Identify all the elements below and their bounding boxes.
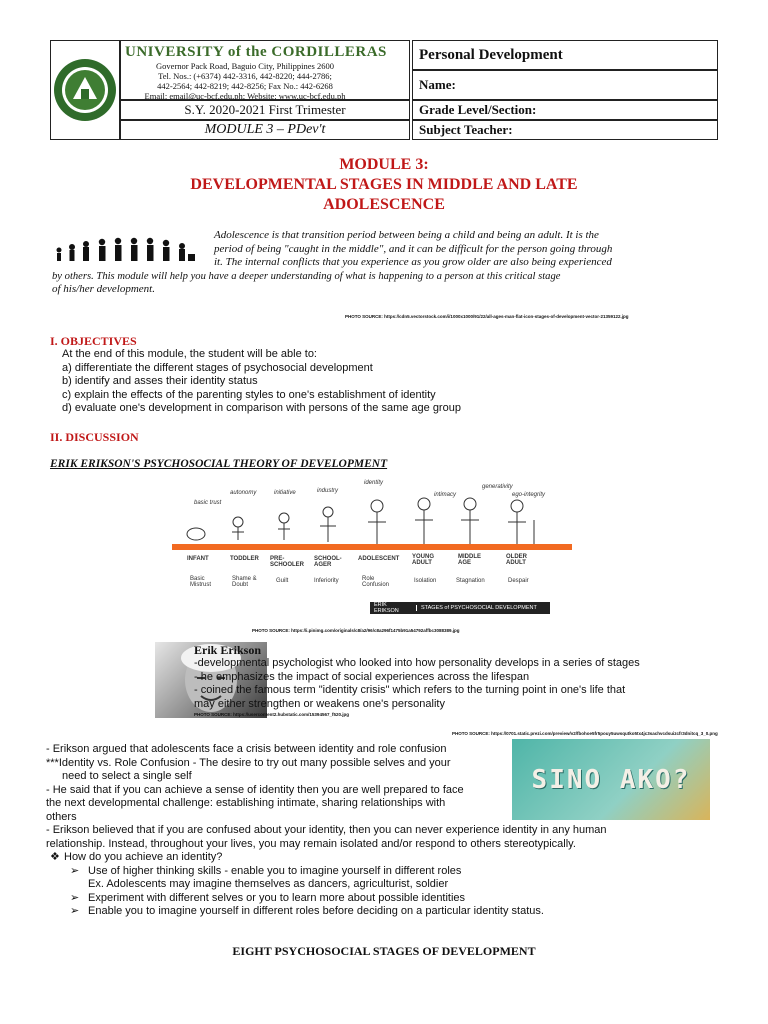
university-address: Governor Pack Road, Baguio City, Philippines 2600 bbox=[156, 61, 334, 71]
body-line: relationship. Instead, throughout your lives, you may remain isolated and/or respond to others stereotypically. bbox=[46, 837, 576, 850]
sino-ako-text: SINO AKO? bbox=[531, 764, 691, 795]
objective-item: d) evaluate one's development in comparison with persons of the same age group bbox=[62, 402, 461, 414]
crisis-label: Inferiority bbox=[314, 578, 339, 584]
virtue-label: generativity bbox=[482, 484, 513, 490]
intro-line-2: period of being "caught in the middle", and it can be difficult for the person going through bbox=[214, 242, 613, 255]
title-line-2: DEVELOPMENTAL STAGES IN MIDDLE AND LATE bbox=[190, 176, 578, 193]
erikson-line: - coined the famous term "identity crisis" which refers to the turning point in one's life that bbox=[194, 684, 626, 696]
virtue-label: industry bbox=[317, 488, 339, 494]
university-seal-icon bbox=[51, 41, 119, 139]
university-name: UNIVERSITY of the CORDILLERAS bbox=[125, 44, 387, 60]
erikson-theory-heading: ERIK ERIKSON'S PSYCHOSOCIAL THEORY OF DEVELOPMENT bbox=[50, 458, 388, 470]
university-info-cell bbox=[120, 40, 410, 100]
arrow-bullet-icon: ➢ bbox=[70, 864, 80, 877]
bullet-item bbox=[46, 865, 726, 879]
title-line-1: MODULE 3: bbox=[339, 156, 429, 173]
bullet-text: Experiment with different selves or you to learn more about possible identities bbox=[88, 891, 466, 904]
body-line: ***Identity vs. Role Confusion - The desire to try out many possible selves and your bbox=[46, 756, 451, 769]
timeline-band bbox=[172, 544, 572, 550]
bullet-text: Enable you to imagine yourself in different roles before deciding on a particular identity status. bbox=[88, 905, 544, 917]
logo-cell bbox=[50, 40, 120, 140]
crisis-label: Role Confusion bbox=[362, 576, 390, 588]
chart-banner bbox=[370, 602, 550, 614]
age-label: OLDER ADULT bbox=[506, 554, 527, 566]
body-line: - He said that if you can achieve a sense of identity then you are well prepared to face bbox=[46, 783, 464, 796]
erikson-name: Erik Erikson bbox=[194, 643, 262, 657]
subject-cell bbox=[412, 40, 718, 70]
bullet-item bbox=[46, 905, 726, 919]
discussion-body bbox=[46, 743, 726, 919]
banner-left: ERIK ERIKSON bbox=[374, 602, 399, 614]
intro-line-5: of his/her development. bbox=[52, 283, 155, 295]
title-line-3: ADOLESCENCE bbox=[323, 196, 445, 213]
intro-paragraph bbox=[52, 229, 722, 297]
arrow-bullet-icon: ➢ bbox=[70, 891, 80, 904]
bullet-item bbox=[46, 892, 726, 906]
age-label: TODDLER bbox=[230, 556, 259, 562]
objectives-lead: At the end of this module, the student will be able to: bbox=[62, 348, 317, 360]
university-email: Email: email@uc-bcf.edu.ph; Website: www.uc-bcf.edu.ph bbox=[144, 91, 346, 101]
module-cell bbox=[120, 120, 410, 140]
age-label: PRE-SCHOOLER bbox=[270, 556, 305, 568]
age-label: MIDDLE AGE bbox=[458, 554, 481, 566]
body-line: others bbox=[46, 810, 77, 823]
erikson-line: -developmental psychologist who looked into how personality develops in a series of stages bbox=[194, 657, 640, 669]
body-line: need to select a single self bbox=[62, 770, 192, 782]
body-line: - Erikson argued that adolescents face a crisis between identity and role confusion bbox=[46, 743, 447, 755]
virtue-label: initiative bbox=[274, 490, 296, 496]
stage-figures-illustration bbox=[172, 496, 572, 546]
module-label: MODULE 3 – PDev't bbox=[204, 122, 326, 137]
age-label: SCHOOL-AGER bbox=[314, 556, 342, 568]
name-field[interactable] bbox=[412, 70, 718, 100]
crisis-label: Guilt bbox=[276, 578, 289, 584]
intro-line-3: it. The internal conflicts that you experience as you grow older are also being experienced bbox=[214, 256, 612, 268]
body-line: - Erikson believed that if you are confused about your identity, then you can never experience identity in any human bbox=[46, 824, 607, 836]
university-tel2: 442-2564; 442-8219; 442-8256; Fax No.: 442-6268 bbox=[157, 81, 333, 91]
eight-stages-heading: EIGHT PSYCHOSOCIAL STAGES OF DEVELOPMENT bbox=[232, 944, 536, 958]
sino-ako-photo-source: PHOTO SOURCE: https://0701.static.prezi.com/preview/v2/fbohoe5fr5pouy5uwsqutko5tx4jc3sachvcdsuizcfr3dnitcq_3_0.png bbox=[452, 731, 718, 736]
diamond-bullet-icon: ❖ bbox=[50, 851, 60, 863]
objectives-heading: I. OBJECTIVES bbox=[50, 334, 137, 348]
crisis-label: Stagnation bbox=[456, 578, 485, 584]
teacher-label: Subject Teacher: bbox=[419, 122, 513, 137]
intro-photo-source: PHOTO SOURCE: https://cdn5.vectorstock.com/i/1000x1000/91/22/all-ages-man-flat-icon-stages-of-development-vector-21359122.jpg bbox=[345, 314, 629, 319]
psychosocial-stages-chart bbox=[172, 478, 572, 618]
intro-line-1: Adolescence is that transition period between being a child and being an adult. It is the bbox=[214, 229, 599, 241]
objective-item: c) explain the effects of the parenting styles to one's establishment of identity bbox=[62, 388, 436, 401]
banner-right: STAGES of PSYCHOSOCIAL DEVELOPMENT bbox=[416, 605, 537, 611]
erikson-description bbox=[194, 657, 714, 711]
bullet-text: Use of higher thinking skills - enable you to imagine yourself in different roles bbox=[88, 864, 462, 877]
virtue-label: identity bbox=[364, 480, 384, 486]
university-tel: Tel. Nos.: (+6374) 442-3316, 442-8220; 444-2786; bbox=[158, 71, 332, 81]
document-header bbox=[50, 40, 718, 140]
crisis-label: Basic Mistrust bbox=[190, 576, 211, 588]
grade-section-field[interactable] bbox=[412, 100, 718, 120]
discussion-heading: II. DISCUSSION bbox=[50, 430, 139, 444]
grade-label: Grade Level/Section: bbox=[419, 102, 537, 117]
school-year: S.Y. 2020-2021 First Trimester bbox=[184, 102, 346, 117]
virtue-label: basic trust bbox=[194, 500, 222, 506]
erikson-line: may either strengthen or weakens one's personality bbox=[194, 697, 445, 710]
crisis-label: Isolation bbox=[414, 578, 437, 584]
crisis-label: Despair bbox=[508, 578, 529, 584]
virtue-label: ego-integrity bbox=[512, 492, 546, 498]
subject-title: Personal Development bbox=[419, 46, 563, 63]
arrow-bullet-icon: ➢ bbox=[70, 905, 80, 917]
erikson-photo-source: PHOTO SOURCE: https://usercontent2.hubstatic.com/15394567_f520.jpg bbox=[194, 712, 349, 717]
objective-item: a) differentiate the different stages of psychosocial development bbox=[62, 361, 373, 374]
question-text: How do you achieve an identity? bbox=[64, 851, 223, 863]
objective-item: b) identify and asses their identity status bbox=[62, 375, 258, 387]
bullet-example: Ex. Adolescents may imagine themselves as dancers, agriculturist, soldier bbox=[88, 878, 449, 890]
age-label: YOUNG ADULT bbox=[412, 554, 435, 566]
age-label: INFANT bbox=[187, 556, 209, 562]
question-item bbox=[46, 851, 726, 865]
objectives-list bbox=[62, 348, 461, 416]
subject-teacher-field[interactable] bbox=[412, 120, 718, 140]
intro-line-4: by others. This module will help you have a deeper understanding of what is happening to a person at this critical stage bbox=[52, 270, 561, 282]
school-year-cell bbox=[120, 100, 410, 120]
name-label: Name: bbox=[419, 77, 456, 92]
crisis-label: Shame & Doubt bbox=[232, 576, 257, 588]
virtue-label: intimacy bbox=[434, 492, 457, 498]
virtue-label: autonomy bbox=[230, 490, 257, 496]
page-title bbox=[50, 155, 718, 215]
chart-photo-source: PHOTO SOURCE: https://i.pinimg.com/originals/c8/a2/96/c8a296f1475b91a54792affbc3088389.jpg bbox=[252, 628, 460, 633]
erikson-line: - he emphasizes the impact of social experiences across the lifespan bbox=[194, 670, 530, 683]
body-line: the next developmental challenge: establishing intimate, sharing relationships with bbox=[46, 797, 446, 809]
age-label: ADOLESCENT bbox=[358, 556, 400, 562]
